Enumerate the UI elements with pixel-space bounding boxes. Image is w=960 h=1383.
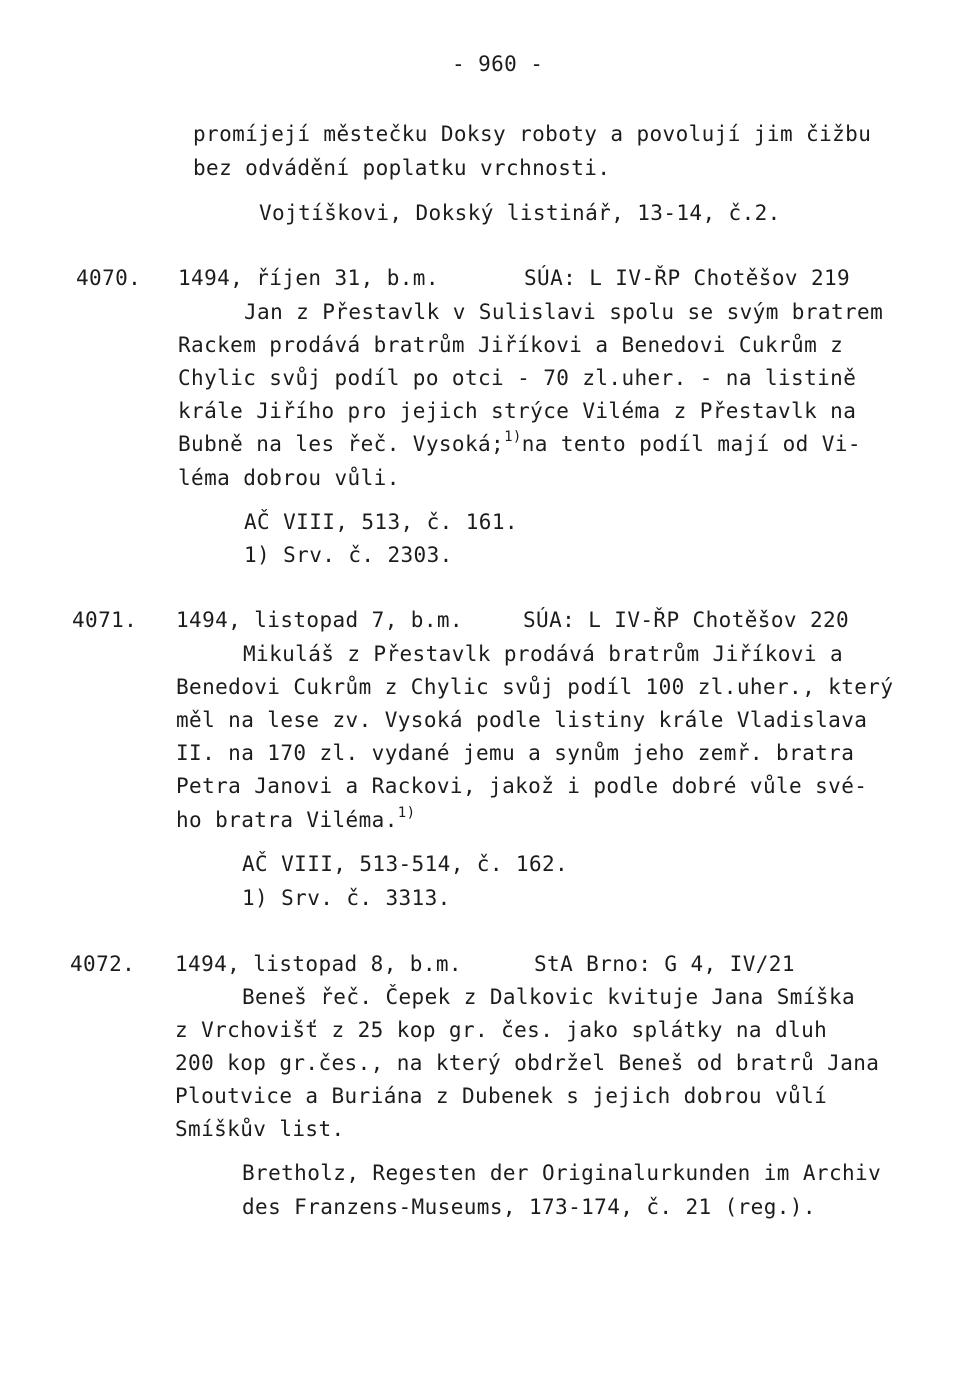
entry-archive: StA Brno: G 4, IV/21 xyxy=(534,952,795,976)
entry-text-line: měl na lese zv. Vysoká podle listiny krále Vladislava xyxy=(176,708,868,732)
entry-text-line: Benedovi Cukrům z Chylic svůj podíl 100 zl.uher., který xyxy=(176,675,894,699)
footnote-mark: 1) xyxy=(397,805,416,821)
entry-text-fragment: Bubně na les řeč. Vysoká; xyxy=(178,432,505,456)
entry-date: 1494, říjen 31, b.m. xyxy=(178,266,439,290)
entry-footnote: 1) Srv. č. 3313. xyxy=(242,886,451,910)
entry-text-line: Mikuláš z Přestavlk prodává bratrům Jiříkovi a xyxy=(243,642,843,666)
entry-text-line: Chylic svůj podíl po otci - 70 zl.uher. - na listině xyxy=(178,366,857,390)
entry-text-line xyxy=(178,430,861,458)
entry-text-line: Petra Janovi a Rackovi, jakož i podle dobré vůle své- xyxy=(176,774,868,798)
entry-text-line: z Vrchovišť z 25 kop gr. čes. jako splátky na dluh xyxy=(175,1018,828,1042)
entry-text-line: Smíškův list. xyxy=(175,1117,345,1141)
entry-text-fragment: ho bratra Viléma. xyxy=(176,808,398,832)
entry-text-line: II. na 170 zl. vydané jemu a synům jeho zemř. bratra xyxy=(176,741,855,765)
entry-text-line: Beneš řeč. Čepek z Dalkovic kvituje Jana Smíška xyxy=(242,985,856,1009)
entry-text-fragment: na tento podíl mají od Vi- xyxy=(521,432,861,456)
entry-number: 4071. xyxy=(72,608,138,632)
entry-text-line: Jan z Přestavlk v Sulislavi spolu se svým bratrem xyxy=(244,300,884,324)
continuation-source: Vojtíškovi, Dokský listinář, 13-14, č.2. xyxy=(259,201,781,225)
continuation-line: bez odvádění poplatku vrchnosti. xyxy=(193,156,611,180)
entry-number: 4072. xyxy=(70,952,136,976)
entry-footnote: 1) Srv. č. 2303. xyxy=(244,543,453,567)
entry-number: 4070. xyxy=(76,266,142,290)
entry-archive: SÚA: L IV-ŘP Chotěšov 219 xyxy=(524,266,851,290)
entry-text-line: 200 kop gr.čes., na který obdržel Beneš od bratrů Jana xyxy=(175,1051,880,1075)
entry-archive: SÚA: L IV-ŘP Chotěšov 220 xyxy=(523,608,850,632)
page-number: - 960 - xyxy=(452,52,544,76)
entry-source: AČ VIII, 513-514, č. 162. xyxy=(242,852,569,876)
entry-date: 1494, listopad 8, b.m. xyxy=(175,952,462,976)
footnote-mark: 1) xyxy=(504,429,522,445)
entry-text-line: krále Jiřího pro jejich strýce Viléma z Přestavlk na xyxy=(178,399,857,423)
entry-text-line: Ploutvice a Buriána z Dubenek s jejich dobrou vůlí xyxy=(175,1084,828,1108)
entry-date: 1494, listopad 7, b.m. xyxy=(176,608,463,632)
entry-source: des Franzens-Museums, 173-174, č. 21 (reg.). xyxy=(242,1195,816,1219)
entry-text-line: Rackem prodává bratrům Jiříkovi a Benedovi Cukrům z xyxy=(178,333,844,357)
entry-source: AČ VIII, 513, č. 161. xyxy=(244,510,518,534)
continuation-line: promíjejí městečku Doksy roboty a povolují jim čižbu xyxy=(193,122,872,146)
entry-source: Bretholz, Regesten der Originalurkunden im Archiv xyxy=(242,1161,882,1185)
entry-text-line xyxy=(176,806,415,834)
entry-text-line: léma dobrou vůli. xyxy=(178,466,400,490)
